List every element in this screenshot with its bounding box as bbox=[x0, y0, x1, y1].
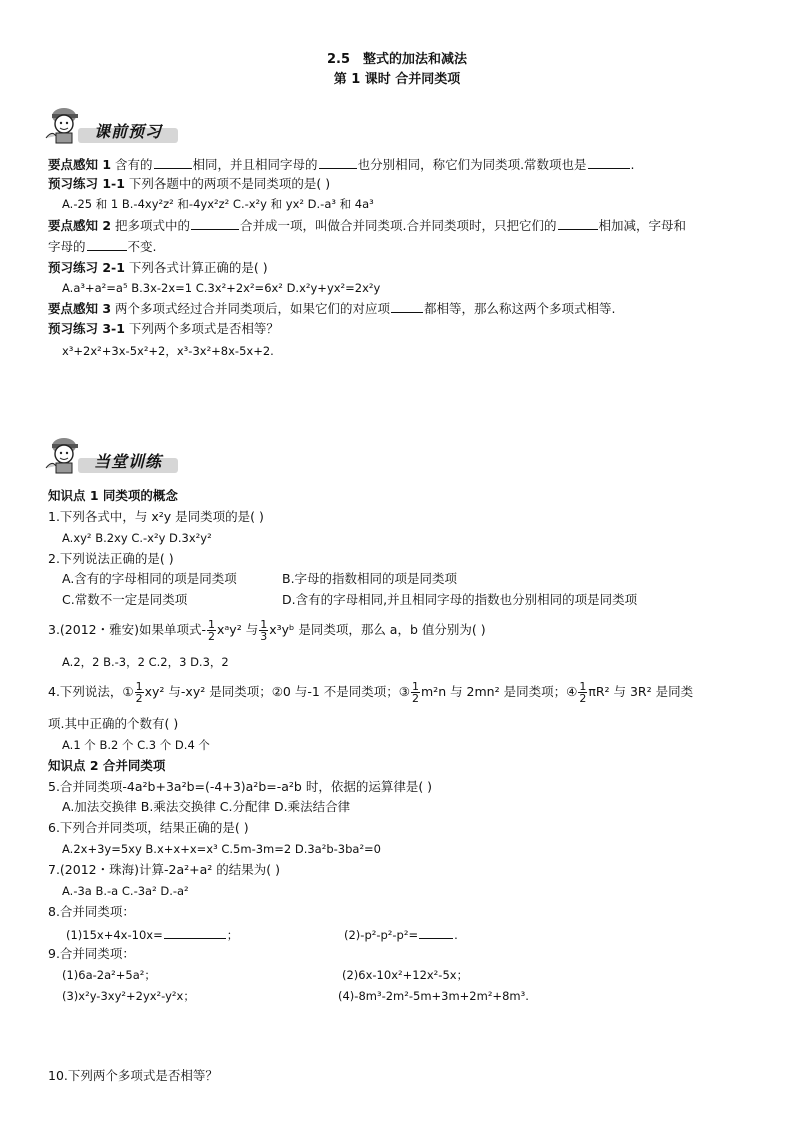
question-6: 6.下列合并同类项，结果正确的是( ) bbox=[48, 820, 249, 835]
knowledge-point-1: 知识点 1 同类项的概念 bbox=[48, 488, 178, 503]
question-4-options: A.1 个 B.2 个 C.3 个 D.4 个 bbox=[62, 738, 210, 752]
practice-1-1-options: A.-25 和 1 B.-4xy²z² 和-4yx²z² C.-x²y 和 yx² D.-a³ 和 4a³ bbox=[62, 197, 374, 211]
classroom-badge-label: 当堂训练 bbox=[94, 452, 163, 471]
question-4-cont: 项.其中正确的个数有( ) bbox=[48, 716, 179, 731]
blank bbox=[558, 217, 598, 230]
blank bbox=[319, 156, 357, 169]
knowledge-point-2: 知识点 2 合并同类项 bbox=[48, 758, 166, 773]
question-6-options: A.2x+3y=5xy B.x+x+x=x³ C.5m-3m=2 D.3a²b-3ba²=0 bbox=[62, 842, 382, 856]
question-9-part-2: (2)6x-10x²+12x²-5x； bbox=[342, 968, 469, 982]
question-5: 5.合并同类项-4a²b+3a²b=(-4+3)a²b=-a²b 时，依据的运算律是( ) bbox=[48, 779, 433, 794]
question-1: 1.下列各式中，与 x²y 是同类项的是( ) bbox=[48, 509, 264, 524]
blank bbox=[588, 156, 630, 169]
question-10: 10.下列两个多项式是否相等？ bbox=[48, 1068, 218, 1083]
answer-blank bbox=[164, 926, 226, 939]
question-8-part-1: (1)15x+4x-10x= ； bbox=[66, 928, 239, 942]
question-4: 4.下列说法，① $\frac{1}{2}$ xy² 与-xy² 是同类项；②0 与-1 不是同类项；③ $\frac{1}{2}$ m²n 与 2mn² 是同类项；④ $\frac{1}{2}$ πR² 与 3R² 是同类 bbox=[48, 680, 694, 705]
question-3-options: A.2，2 B.-3，2 C.2，3 D.3，2 bbox=[62, 655, 229, 669]
blank bbox=[391, 300, 423, 313]
practice-2-1: 预习练习 2-1 下列各式计算正确的是( ) bbox=[48, 260, 268, 275]
fraction-one-half: $\frac{1}{2}$ bbox=[135, 680, 143, 705]
page-subtitle: 第 1 课时 合并同类项 bbox=[333, 72, 461, 87]
question-2: 2.下列说法正确的是( ) bbox=[48, 551, 174, 566]
question-5-options: A.加法交换律 B.乘法交换律 C.分配律 D.乘法结合律 bbox=[62, 799, 351, 814]
question-8-part-2: (2)-p²-p²-p²= . bbox=[344, 928, 458, 942]
fraction-one-half: $\frac{1}{2}$ bbox=[208, 618, 216, 643]
classroom-badge bbox=[42, 430, 182, 476]
key-point-1: 要点感知 1 含有的 相同，并且相同字母的 也分别相同，称它们为同类项.常数项也是 . bbox=[48, 157, 635, 172]
question-7-options: A.-3a B.-a C.-3a² D.-a² bbox=[62, 884, 189, 898]
blank bbox=[154, 156, 192, 169]
question-1-options: A.xy² B.2xy C.-x²y D.3x²y² bbox=[62, 531, 212, 545]
preview-badge bbox=[42, 100, 182, 146]
question-3: 3.(2012・雅安)如果单项式- $\frac{1}{2}$ xᵃy² 与 $\frac{1}{3}$ x³yᵇ 是同类项，那么 a，b 值分别为( ) bbox=[48, 618, 486, 643]
question-2-option-a: A.含有的字母相同的项是同类项 bbox=[62, 571, 237, 586]
practice-2-1-options: A.a³+a²=a⁵ B.3x-2x=1 C.3x²+2x²=6x² D.x²y+yx²=2x²y bbox=[62, 281, 381, 295]
blank bbox=[87, 238, 127, 251]
preview-badge-label: 课前预习 bbox=[94, 122, 163, 141]
fraction-one-third: $\frac{1}{3}$ bbox=[260, 618, 268, 643]
practice-3-1: 预习练习 3-1 下列两个多项式是否相等？ bbox=[48, 321, 279, 336]
question-8: 8.合并同类项： bbox=[48, 904, 135, 919]
question-2-option-b: B.字母的指数相同的项是同类项 bbox=[282, 571, 458, 586]
fraction-one-half: $\frac{1}{2}$ bbox=[579, 680, 587, 705]
fraction-one-half: $\frac{1}{2}$ bbox=[412, 680, 419, 705]
question-9: 9.合并同类项： bbox=[48, 946, 135, 961]
practice-1-1: 预习练习 1-1 下列各题中的两项不是同类项的是( ) bbox=[48, 176, 331, 191]
key-point-2-cont: 字母的 不变. bbox=[48, 239, 157, 254]
question-9-part-1: (1)6a-2a²+5a²； bbox=[62, 968, 156, 982]
practice-3-1-expression: x³+2x²+3x-5x²+2，x³-3x²+8x-5x+2. bbox=[62, 344, 274, 358]
question-2-option-d: D.含有的字母相同,并且相同字母的指数也分别相同的项是同类项 bbox=[282, 592, 638, 607]
question-7: 7.(2012・珠海)计算-2a²+a² 的结果为( ) bbox=[48, 862, 280, 877]
question-9-part-3: (3)x²y-3xy²+2yx²-y²x； bbox=[62, 989, 195, 1003]
key-point-2: 要点感知 2 把多项式中的 合并成一项，叫做合并同类项.合并同类项时，只把它们的 相加减，字母和 bbox=[48, 218, 687, 233]
answer-blank bbox=[419, 926, 453, 939]
question-2-option-c: C.常数不一定是同类项 bbox=[62, 592, 188, 607]
key-point-3: 要点感知 3 两个多项式经过合并同类项后，如果它们的对应项 都相等，那么称这两个多项式相等. bbox=[48, 301, 616, 316]
question-9-part-4: (4)-8m³-2m²-5m+3m+2m²+8m³. bbox=[338, 989, 529, 1003]
blank bbox=[191, 217, 239, 230]
page-title: 2.5 整式的加法和减法 bbox=[326, 52, 468, 67]
